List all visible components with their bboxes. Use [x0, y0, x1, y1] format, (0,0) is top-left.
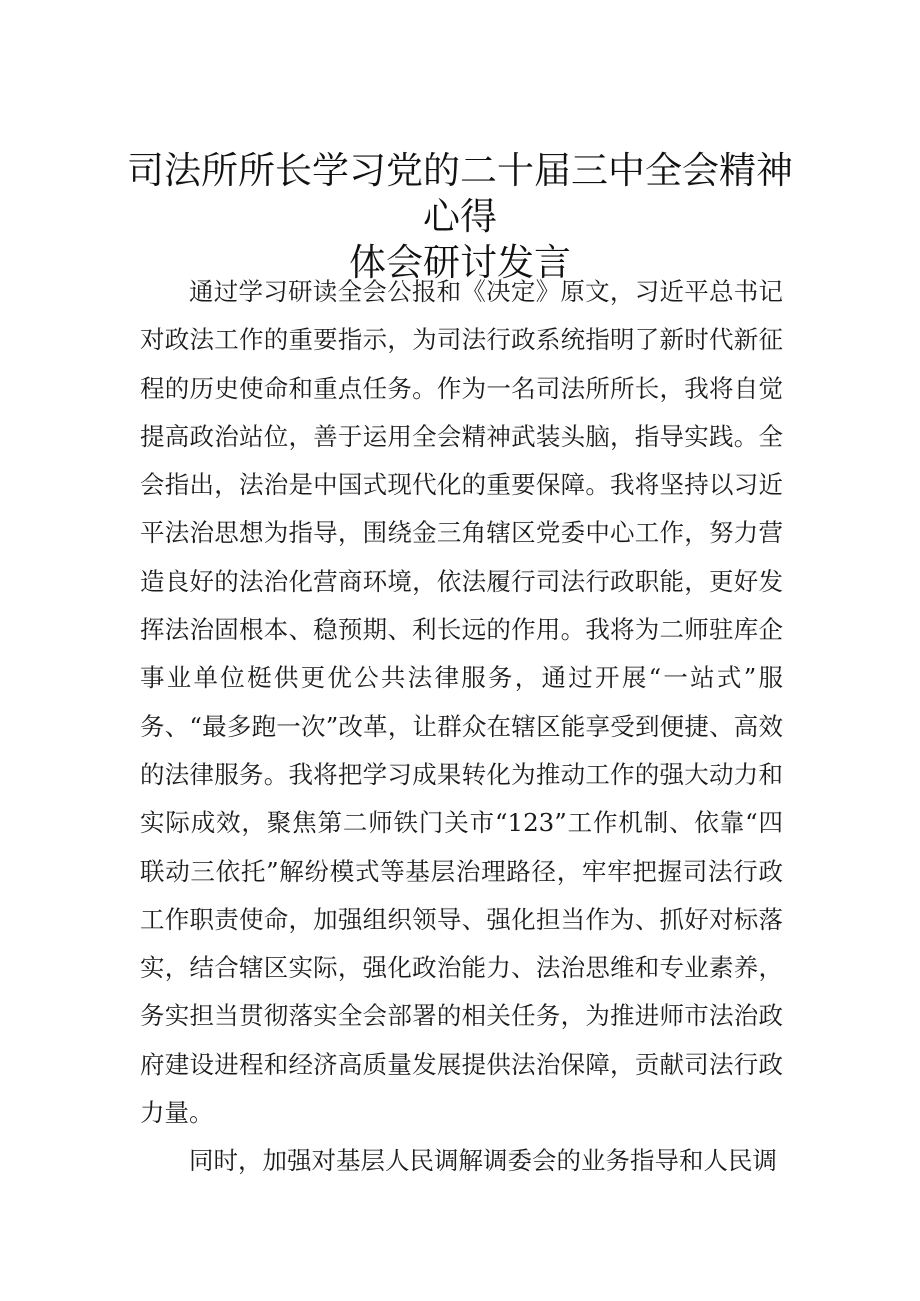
paragraph-2: 同时，加强对基层人民调解调委会的业务指导和人民调 [189, 1146, 777, 1176]
paragraph-1: 通过学习研读全会公报和《决定》原文，习近平总书记对政法工作的重要指示，为司法行政系统指明了新时代新征程的历史使命和重点任务。作为一名司法所所长，我将自觉提高政治站位，善于运用全会精神武装头脑，指导实践。全会指出，法治是中国式现代化的重要保障。我将坚持以习近平法治思想为指导，围绕金三角辖区党委中心工作，努力营造良好的法治化营商环境，依法履行司法行政职能，更好发挥法治固根本、稳预期、利长远的作用。我将为二师驻库企事业单位梃供更优公共法律服务，通过开展“一站式”服务、“最多跑一次”改革，让群众在辖区能享受到便捷、高效的法律服务。我将把学习成果转化为推动工作的强大动力和实际成效，聚焦第二师铁门关市“123”工作机制、依靠“四联动三依托”解纷模式等基层治理路径，牢牢把握司法行政工作职责使命，加强组织领导、强化担当作为、抓好对标落实，结合辖区实际，强化政治能力、法治思维和专业素养，务实担当贯彻落实全会部署的相关任务，为推进师市法治政府建设进程和经济高质量发展提供法治保障，贡献司法行政力量。 [140, 277, 783, 1128]
title-line-1: 司法所所长学习党的二十届三中全会精神心得 [127, 149, 793, 238]
document-body [140, 268, 783, 1186]
document-title [110, 148, 810, 286]
title-line-2: 体会研讨发言 [349, 241, 571, 284]
